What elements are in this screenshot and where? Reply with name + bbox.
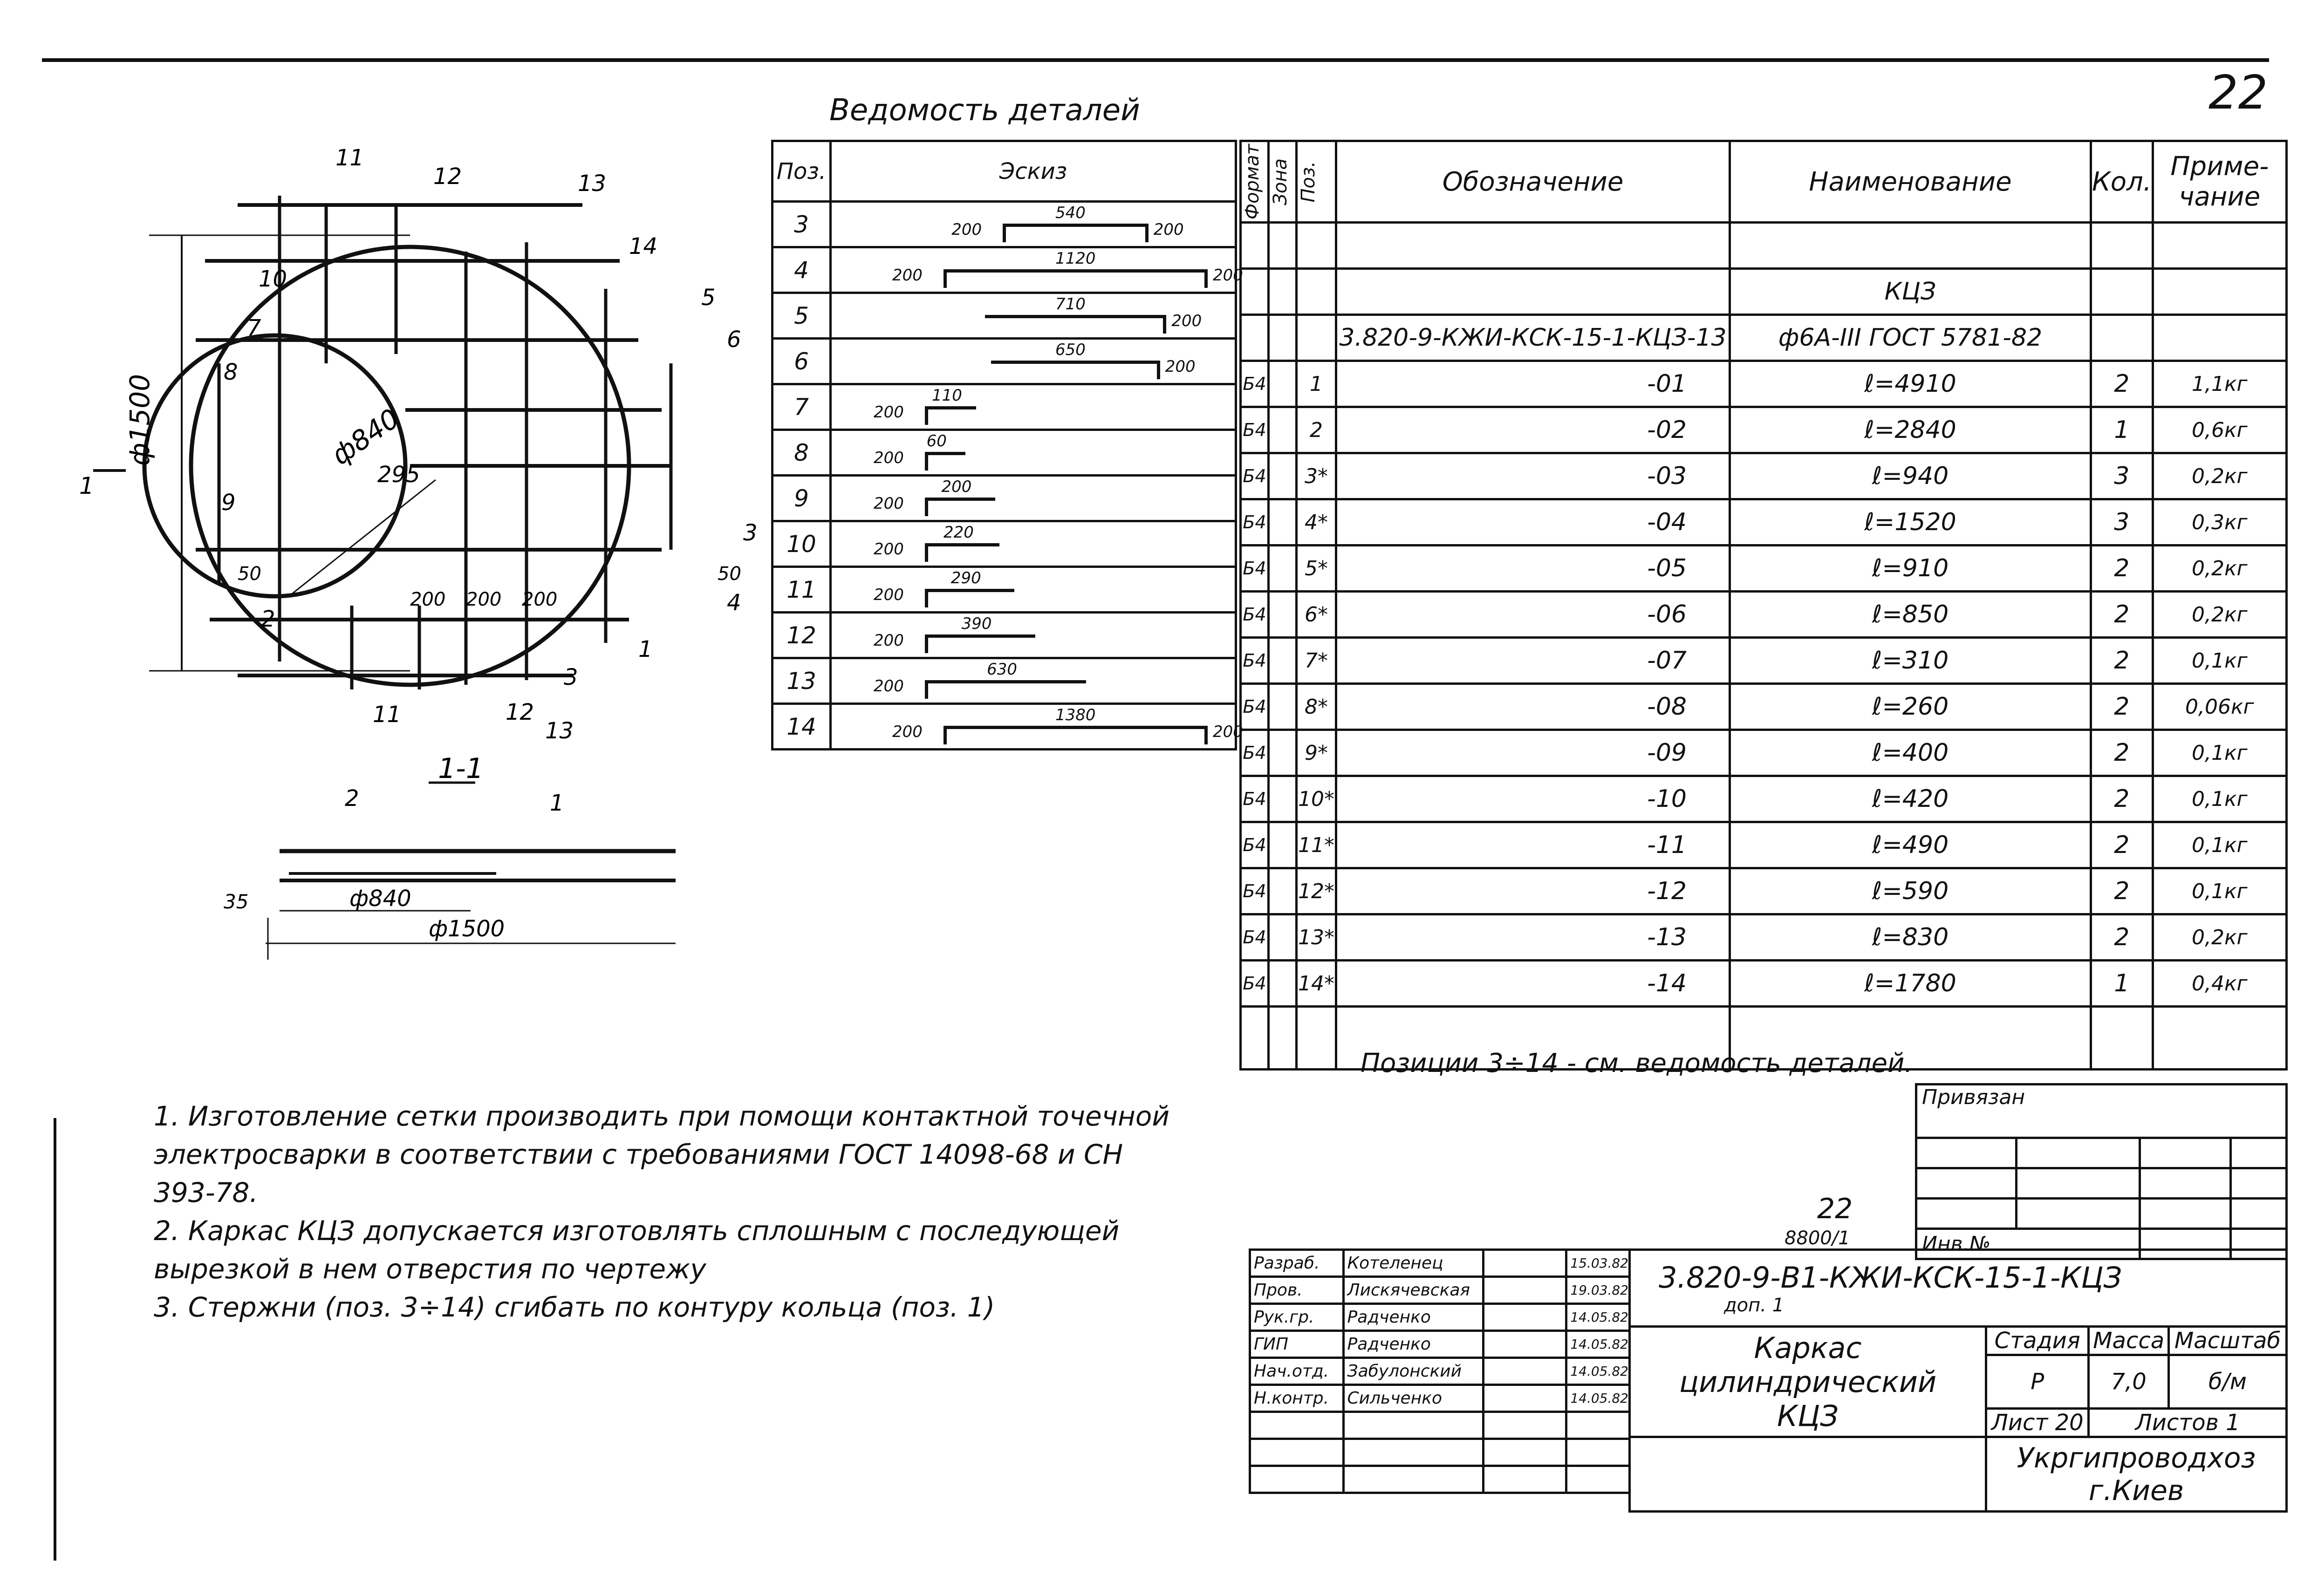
name: ℓ=310 [1730, 638, 2091, 684]
bar-sketch: 200 390 [832, 614, 1235, 657]
qty: 2 [2091, 776, 2153, 822]
pos: 1 [1297, 361, 1336, 407]
note: 0,2кг [2153, 592, 2286, 638]
zone [1269, 822, 1297, 868]
person-name: Лискячевская [1343, 1277, 1484, 1304]
name: ℓ=2840 [1730, 407, 2091, 453]
svg-text:ф840: ф840 [349, 886, 411, 912]
name: ℓ=420 [1730, 776, 2091, 822]
spec-row [1241, 453, 2287, 499]
svg-text:35: 35 [224, 890, 249, 913]
mass-label: Масса [2089, 1327, 2169, 1355]
zone [1269, 961, 1297, 1007]
stage-label: Стадия [1986, 1327, 2089, 1355]
detail-pos: 11 [773, 567, 831, 613]
note: 0,1кг [2153, 730, 2286, 776]
binding-block [1915, 1083, 2288, 1260]
title-line-1: Каркас цилиндрический [1679, 1330, 1937, 1399]
signature [1484, 1385, 1566, 1412]
detail-pos: 8 [773, 430, 831, 476]
sheets-label: Листов 1 [2089, 1409, 2287, 1437]
designation: -13 [1336, 914, 1730, 961]
col-sketch: Эскиз [831, 141, 1236, 202]
section-title: КЦЗ [1730, 269, 2091, 315]
detail-pos: 5 [773, 293, 831, 339]
qty: 2 [2091, 546, 2153, 592]
date: 19.03.82 [1566, 1277, 1630, 1304]
spec-row [1241, 361, 2287, 407]
col-note: Приме-чание [2153, 141, 2286, 223]
detail-pos: 4 [773, 247, 831, 293]
format: Б4 [1241, 961, 1269, 1007]
svg-text:2: 2 [345, 785, 359, 812]
qty: 1 [2091, 407, 2153, 453]
detail-row [773, 247, 1236, 293]
svg-text:12: 12 [506, 699, 534, 725]
person-name: Забулонский [1343, 1358, 1484, 1385]
spec-row [1241, 914, 2287, 961]
qty: 2 [2091, 730, 2153, 776]
note: 0,2кг [2153, 546, 2286, 592]
pos: 7* [1297, 638, 1336, 684]
scale-label: Масштаб [2168, 1327, 2286, 1355]
signature-row [1250, 1358, 1630, 1385]
zone [1269, 684, 1297, 730]
qty: 2 [2091, 684, 2153, 730]
svg-text:7: 7 [247, 315, 261, 341]
page-number: 22 [2208, 65, 2268, 120]
svg-text:6: 6 [727, 327, 741, 353]
svg-text:2: 2 [261, 606, 275, 632]
note: 0,1кг [2153, 776, 2286, 822]
col-designation: Обозначение [1336, 141, 1730, 223]
format: Б4 [1241, 638, 1269, 684]
qty: 2 [2091, 868, 2153, 914]
detail-row [773, 339, 1236, 384]
name: ℓ=260 [1730, 684, 2091, 730]
name: ℓ=1780 [1730, 961, 2091, 1007]
inventory-label: Инв.№ [1916, 1229, 2140, 1259]
pos: 5* [1297, 546, 1336, 592]
person-name: Радченко [1343, 1331, 1484, 1358]
col-name: Наименование [1730, 141, 2091, 223]
pos: 3* [1297, 453, 1336, 499]
role: Разраб. [1250, 1250, 1344, 1277]
note: 1,1кг [2153, 361, 2286, 407]
inventory-ref: 8800/1 [1785, 1228, 1850, 1249]
svg-text:1: 1 [550, 790, 564, 816]
specification-table [1239, 140, 2288, 1071]
format: Б4 [1241, 499, 1269, 546]
designation: -05 [1336, 546, 1730, 592]
svg-text:ф840: ф840 [326, 402, 405, 471]
svg-text:200: 200 [466, 589, 502, 610]
zone [1269, 776, 1297, 822]
note: 0,1кг [2153, 638, 2286, 684]
detail-row [773, 658, 1236, 704]
pos: 8* [1297, 684, 1336, 730]
note: 0,6кг [2153, 407, 2286, 453]
pos: 2 [1297, 407, 1336, 453]
detail-pos: 13 [773, 658, 831, 704]
mass-value: 7,0 [2089, 1355, 2169, 1409]
col-format: Формат [1242, 143, 1263, 220]
name: ℓ=490 [1730, 822, 2091, 868]
plan-view-drawing [0, 0, 792, 745]
detail-pos: 12 [773, 613, 831, 658]
note: 0,2кг [2153, 914, 2286, 961]
detail-row [773, 567, 1236, 613]
spec-row [1241, 776, 2287, 822]
designation: -06 [1336, 592, 1730, 638]
designation: -04 [1336, 499, 1730, 546]
svg-text:ф1500: ф1500 [429, 916, 505, 942]
pos: 6* [1297, 592, 1336, 638]
svg-text:3: 3 [743, 520, 758, 546]
date: 14.05.82 [1566, 1331, 1630, 1358]
svg-text:4: 4 [727, 590, 741, 616]
zone [1269, 499, 1297, 546]
bar-sketch: 200 220 [832, 522, 1235, 566]
title-block [1628, 1248, 2288, 1513]
signature-row [1250, 1250, 1630, 1277]
role: Рук.гр. [1250, 1304, 1344, 1331]
signature [1484, 1358, 1566, 1385]
format: Б4 [1241, 822, 1269, 868]
pos: 4* [1297, 499, 1336, 546]
detail-pos: 3 [773, 202, 831, 247]
col-pos: Поз. [1298, 161, 1319, 203]
note-3: 3. Стержни (поз. 3÷14) сгибать по контуру кольца (поз. 1) [154, 1291, 995, 1323]
spec-row [1241, 822, 2287, 868]
name: ℓ=400 [1730, 730, 2091, 776]
material: ф6А-III ГОСТ 5781-82 [1730, 315, 2091, 361]
svg-text:3: 3 [564, 664, 578, 690]
details-table [771, 140, 1243, 750]
bar-sketch: 200 60 [832, 431, 1235, 474]
qty: 3 [2091, 453, 2153, 499]
detail-pos: 14 [773, 704, 831, 750]
note: 0,3кг [2153, 499, 2286, 546]
svg-text:ф1500: ф1500 [124, 374, 156, 466]
sheet-label: Лист 20 [1986, 1409, 2089, 1437]
svg-text:8: 8 [224, 359, 238, 385]
detail-row [773, 202, 1236, 247]
pos: 14* [1297, 961, 1336, 1007]
format: Б4 [1241, 684, 1269, 730]
signature-row [1250, 1385, 1630, 1412]
name: ℓ=910 [1730, 546, 2091, 592]
name: ℓ=830 [1730, 914, 2091, 961]
format: Б4 [1241, 914, 1269, 961]
date: 14.05.82 [1566, 1358, 1630, 1385]
svg-text:13: 13 [578, 171, 607, 197]
format: Б4 [1241, 730, 1269, 776]
binding-label: Привязан [1916, 1084, 2287, 1138]
detail-row [773, 384, 1236, 430]
signature [1484, 1304, 1566, 1331]
general-notes [107, 1097, 1179, 1326]
bar-sketch: 200 1380 200 [832, 705, 1235, 748]
svg-text:14: 14 [629, 233, 658, 259]
svg-text:50: 50 [238, 563, 261, 585]
format: Б4 [1241, 868, 1269, 914]
svg-text:9: 9 [221, 490, 236, 516]
spec-row [1241, 499, 2287, 546]
zone [1269, 361, 1297, 407]
designation: -03 [1336, 453, 1730, 499]
format: Б4 [1241, 453, 1269, 499]
bar-sketch: 200 630 [832, 659, 1235, 703]
col-zone: Зона [1270, 158, 1291, 205]
zone [1269, 868, 1297, 914]
note: 0,1кг [2153, 868, 2286, 914]
detail-pos: 9 [773, 476, 831, 521]
archive-number: 22 [1817, 1193, 1853, 1225]
role: Н.контр. [1250, 1385, 1344, 1412]
role: Пров. [1250, 1277, 1344, 1304]
detail-row [773, 476, 1236, 521]
detail-pos: 6 [773, 339, 831, 384]
qty: 1 [2091, 961, 2153, 1007]
signature [1484, 1250, 1566, 1277]
bar-sketch: 200 110 [832, 385, 1235, 429]
spec-row [1241, 868, 2287, 914]
note: 0,06кг [2153, 684, 2286, 730]
note: 0,4кг [2153, 961, 2286, 1007]
format: Б4 [1241, 592, 1269, 638]
name: ℓ=1520 [1730, 499, 2091, 546]
name: ℓ=4910 [1730, 361, 2091, 407]
scale-value: б/м [2168, 1355, 2286, 1409]
person-name: Сильченко [1343, 1385, 1484, 1412]
date: 14.05.82 [1566, 1304, 1630, 1331]
format: Б4 [1241, 776, 1269, 822]
pos: 11* [1297, 822, 1336, 868]
date: 15.03.82 [1566, 1250, 1630, 1277]
spec-row [1241, 546, 2287, 592]
zone [1269, 638, 1297, 684]
pos: 9* [1297, 730, 1336, 776]
designation: -08 [1336, 684, 1730, 730]
bar-sketch: 650 200 [832, 340, 1235, 383]
bar-sketch: 200 290 [832, 568, 1235, 611]
detail-pos: 7 [773, 384, 831, 430]
designation: -10 [1336, 776, 1730, 822]
document-sub: доп. 1 [1724, 1294, 1785, 1316]
svg-text:13: 13 [545, 718, 574, 744]
base-designation: 3.820-9-КЖИ-КСК-15-1-КЦЗ-13 [1336, 315, 1730, 361]
svg-text:295: 295 [377, 462, 420, 488]
spec-row [1241, 407, 2287, 453]
svg-text:10: 10 [259, 266, 287, 292]
section-view-drawing [210, 745, 815, 1048]
bar-sketch: 200 540 200 [832, 203, 1235, 246]
pos: 10* [1297, 776, 1336, 822]
signatures-table [1249, 1248, 1631, 1494]
col-qty: Кол. [2091, 141, 2153, 223]
svg-text:11: 11 [373, 702, 402, 728]
svg-text:12: 12 [433, 164, 462, 190]
note: 0,2кг [2153, 453, 2286, 499]
svg-text:200: 200 [522, 589, 558, 610]
qty: 2 [2091, 361, 2153, 407]
bar-sketch: 200 200 [832, 477, 1235, 520]
spec-row [1241, 684, 2287, 730]
note: 0,1кг [2153, 822, 2286, 868]
person-name: Котеленец [1343, 1250, 1484, 1277]
name: ℓ=850 [1730, 592, 2091, 638]
detail-row [773, 430, 1236, 476]
svg-text:200: 200 [410, 589, 446, 610]
title-line-2: КЦЗ [1777, 1398, 1839, 1433]
pos: 12* [1297, 868, 1336, 914]
designation: -07 [1336, 638, 1730, 684]
city: г.Киев [2088, 1474, 2184, 1507]
signature-row [1250, 1277, 1630, 1304]
signature-row [1250, 1304, 1630, 1331]
zone [1269, 546, 1297, 592]
detail-row [773, 704, 1236, 750]
qty: 2 [2091, 822, 2153, 868]
designation: -01 [1336, 361, 1730, 407]
detail-row [773, 293, 1236, 339]
qty: 3 [2091, 499, 2153, 546]
designation: -02 [1336, 407, 1730, 453]
zone [1269, 407, 1297, 453]
zone [1269, 914, 1297, 961]
detail-row [773, 613, 1236, 658]
bar-sketch: 710 200 [832, 294, 1235, 337]
zone [1269, 592, 1297, 638]
date: 14.05.82 [1566, 1385, 1630, 1412]
person-name: Радченко [1343, 1304, 1484, 1331]
spec-row [1241, 638, 2287, 684]
spec-footnote: Позиции 3÷14 - см. ведомость деталей. [1361, 1048, 1913, 1078]
name: ℓ=940 [1730, 453, 2091, 499]
svg-text:1: 1 [79, 472, 94, 499]
organization: Укргипроводхоз [2017, 1441, 2256, 1474]
stage-value: Р [1986, 1355, 2089, 1409]
role: Нач.отд. [1250, 1358, 1344, 1385]
signature [1484, 1331, 1566, 1358]
designation: -09 [1336, 730, 1730, 776]
details-table-title: Ведомость деталей [829, 93, 1140, 128]
left-border-line [54, 1118, 56, 1561]
signature-row [1250, 1331, 1630, 1358]
note-1: 1. Изготовление сетки производить при помощи контактной точечной электросварки в соответствии с требованиями ГОСТ 14098-68 и СН 393-78. [154, 1100, 1170, 1208]
name: ℓ=590 [1730, 868, 2091, 914]
zone [1269, 453, 1297, 499]
zone [1269, 730, 1297, 776]
spec-row [1241, 592, 2287, 638]
designation: -14 [1336, 961, 1730, 1007]
detail-row [773, 521, 1236, 567]
designation: -12 [1336, 868, 1730, 914]
format: Б4 [1241, 407, 1269, 453]
svg-text:50: 50 [718, 563, 741, 585]
document-code: 3.820-9-В1-КЖИ-КСК-15-1-КЦЗ [1659, 1260, 2122, 1295]
qty: 2 [2091, 592, 2153, 638]
qty: 2 [2091, 638, 2153, 684]
signature [1484, 1277, 1566, 1304]
designation: -11 [1336, 822, 1730, 868]
svg-text:1: 1 [638, 636, 653, 662]
format: Б4 [1241, 361, 1269, 407]
svg-text:11: 11 [335, 145, 364, 171]
pos: 13* [1297, 914, 1336, 961]
bar-sketch: 200 1120 200 [832, 248, 1235, 292]
detail-pos: 10 [773, 521, 831, 567]
spec-row [1241, 961, 2287, 1007]
role: ГИП [1250, 1331, 1344, 1358]
spec-row [1241, 730, 2287, 776]
svg-text:1-1: 1-1 [438, 752, 484, 785]
qty: 2 [2091, 914, 2153, 961]
note-2: 2. Каркас КЦЗ допускается изготовлять сплошным с последующей вырезкой в нем отверстия по чертежу [154, 1215, 1120, 1285]
format: Б4 [1241, 546, 1269, 592]
svg-text:5: 5 [701, 285, 716, 311]
col-pos: Поз. [773, 141, 831, 202]
